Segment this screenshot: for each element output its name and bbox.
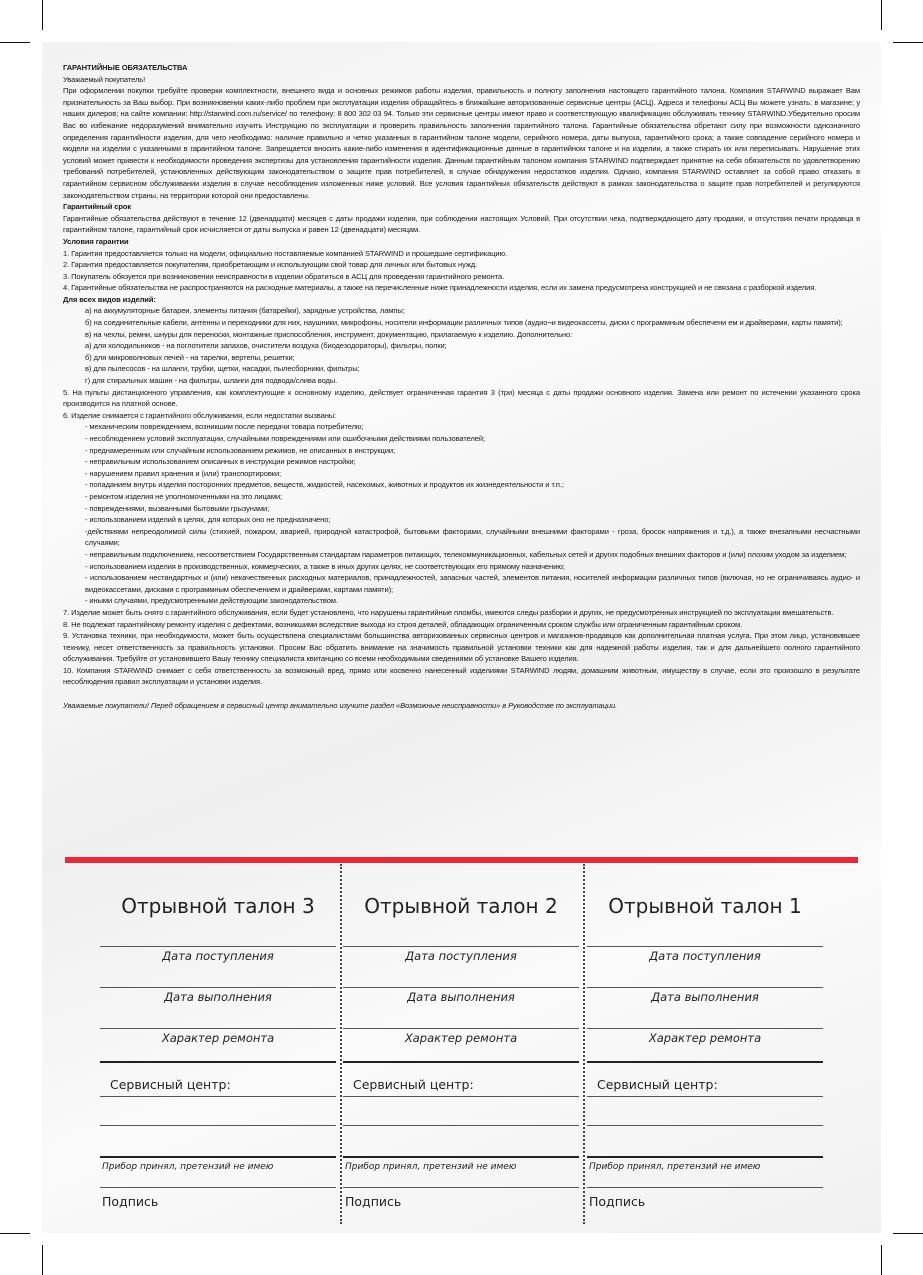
list-item: - использованием нестандартных и (или) некачественных расходных материалов, принадлежностей, запасных частей, элементов питания, носителей информации различных типов (включая, но не ограничиваясь аудио- и видеокассетами, дисками с программным обеспечением и драйверами, картами памяти);	[85, 573, 860, 594]
condition-1: 1. Гарантия предоставляется только на модели, официально поставляемые компанией STARWIND и прошедшие сертификацию.	[63, 248, 508, 258]
field-line	[587, 1096, 823, 1097]
list-item: - повреждениями, вызванными бытовыми грызунами;	[85, 503, 270, 513]
field-line	[343, 946, 579, 947]
field-line	[100, 1028, 336, 1029]
intro-paragraph: При оформлении покупки требуйте проверки комплектности, внешнего вида и основных режимов работы изделия, правильность и полноту заполнения настоящего гарантийного талона. Компания STARWIND выражает Вам признательность за Ваш выбор. При возникновении каких-либо проблем при эксплуатации изделия обращайтесь в ближайшие авторизованные сервисные центры (АСЦ). Адреса и телефоны АСЦ Вы можете узнать: в магазине; у наших дилеров; на сайте компании: http://starwind.com.ru/service/ по телефону: 8 800 302 03 94. Только эти сервисные центры имеют право и соответствующую квалификацию обслуживать технику STARWIND.Убедительно просим Вас во избежание недоразумений внимательно изучить Инструкцию по эксплуатации и проверить правильность заполнения гарантийного талона. Гарантийные обязательства обретают силу при возможности однозначного определения гарантийности изделия, для чего необходимо: наличие правильно и четко указанных в гарантийном талоне модели, серийного номера, даты выпуска, гарантийного срока; а также совпадение серийного номера и модели на изделии с указанными в гарантийном талоне. Запрещается вносить какие-либо изменения в идентификационные данные в гарантийном талоне и на изделии, а также стирать их или переписывать. Нарушение этих условий может привести к необходимости проведения экспертизы для установления гарантийности изделия. Данным гарантийным талоном компания STARWIND подтверждает принятие на себя обязательств по удовлетворению требований потребителей, установленных действующим законодательством о защите прав потребителей, в случае обнаружения недостатков изделия. Однако, компания STARWIND оставляет за собой право отказать в гарантийном сервисном обслуживании изделия в случае несоблюдения изложенных ниже условий. Все условия гарантийных обязательств действуют в рамках законодательства о защите прав потребителей и регулируются законодательством страны, на территории которой они предоставлены.	[63, 86, 860, 200]
crop-mark	[42, 0, 43, 30]
signature-label: Подпись	[345, 1194, 402, 1209]
condition-3: 3. Покупатель обязуется при возникновении неисправности в изделии обратиться в АСЦ для проведения гарантийного ремонта.	[63, 271, 505, 281]
list-item: -действиями непреодолимой силы (стихией, пожаром, аварией, природной катастрофой, бытовыми факторами, случайными внешними факторами - гроза, бросок напряжения и т.д.), а также внезапными несчастными случаями;	[85, 526, 860, 548]
accepted-no-claims-label: Прибор принял, претензий не имею	[589, 1162, 761, 1172]
coupon-title: Отрывной талон 2	[364, 894, 558, 918]
condition-7: 7. Изделие может быть снято с гарантийного обслуживания, если будет установлено, что нарушены гарантийные пломбы, имеются следы разборки и других, не предусмотренных инструкцией по эксплуатации вмешательств.	[63, 607, 834, 617]
list-item: б) на соединительные кабели, антенны и переходники для них, наушники, микрофоны, носители информации различных типов (аудио¬и видеокассеты, диски с программным обеспечени ем и драйверами, карты памяти);	[85, 318, 843, 328]
crop-mark	[0, 1233, 30, 1234]
period-text: Гарантийные обязательства действуют в течение 12 (двенадцати) месяцев с даты продажи изделия, при соблюдении настоящих Условий. При отсутствии чека, подтверждающего дату продажи, и отсутствия печати продавца в гарантийном талоне, гарантийный срок исчисляется от даты выпуска и равен 12 (двенадцати) месяцам.	[63, 213, 860, 235]
list-item: - ремонтом изделия не уполномоченными на это лицами;	[85, 491, 283, 501]
crop-mark	[881, 0, 882, 30]
notice: Уважаемые покупатели! Перед обращением в сервисный центр внимательно изучите раздел «Возможные неисправности» в Руководстве по эксплуатации.	[63, 700, 618, 710]
field-line	[100, 1061, 336, 1063]
list-item: г) для стиральных машин - на фильтры, шланги для подвода/слива воды.	[85, 376, 338, 386]
list-item: в) на чехлы, ремни, шнуры для переноски, монтажные приспособления, инструмент, документацию, прилагаемую к изделию. Дополнительно:	[85, 329, 573, 339]
date-received-label: Дата поступления	[162, 949, 274, 963]
all-products-heading: Для всех видов изделий:	[63, 294, 156, 304]
signature-label: Подпись	[589, 1194, 646, 1209]
date-completed-label: Дата выполнения	[407, 990, 515, 1004]
field-line	[587, 1156, 823, 1158]
field-line	[587, 1187, 823, 1188]
list-item: - несоблюдением условий эксплуатации, случайными повреждениями или ошибочными действиями пользователей;	[85, 434, 485, 443]
field-line	[100, 1156, 336, 1158]
field-line	[343, 1125, 579, 1126]
condition-6: 6. Изделие снимается с гарантийного обслуживания, если недостатки вызваны:	[63, 410, 337, 420]
repair-type-label: Характер ремонта	[404, 1031, 518, 1045]
tear-line-red	[65, 857, 858, 863]
crop-mark	[881, 1245, 882, 1275]
date-received-label: Дата поступления	[405, 949, 517, 963]
date-completed-label: Дата выполнения	[164, 990, 272, 1004]
accepted-no-claims-label: Прибор принял, претензий не имею	[102, 1162, 274, 1172]
list-item: - нарушением правил хранения и (или) транспортировки;	[85, 468, 282, 478]
warranty-title: ГАРАНТИЙНЫЕ ОБЯЗАТЕЛЬСТВА	[63, 63, 188, 72]
field-line	[100, 1096, 336, 1097]
tear-off-coupon	[587, 864, 823, 1224]
date-completed-label: Дата выполнения	[651, 990, 759, 1004]
list-item: б) для микроволновых печей - на тарелки, вертелы, решетки;	[85, 352, 295, 362]
list-item: а) для холодильников - на поглотители запахов, очистители воздуха (биодезодораторы), фильтры, полки;	[85, 341, 447, 351]
list-item: - иными случаями, предусмотренными действующим законодательством.	[85, 596, 338, 606]
field-line	[100, 987, 336, 988]
field-line	[587, 946, 823, 947]
field-line	[343, 1061, 579, 1063]
conditions-heading: Условия гарантии	[63, 236, 129, 246]
perforation-line	[583, 864, 585, 1224]
signature-label: Подпись	[102, 1194, 159, 1209]
tear-off-coupon	[100, 864, 336, 1224]
list-item: - попаданием внутрь изделия посторонних предметов, веществ, жидкостей, насекомых, животных и продуктов их жизнедеятельности и т.п.;	[85, 480, 564, 490]
list-item: - использованием изделия в производственных, коммерческих, а также в иных других целях, не соответствующих его прямому назначению;	[85, 561, 565, 571]
field-line	[100, 1187, 336, 1188]
list-item: а) на аккумуляторные батареи, элементы питания (батарейки), зарядные устройства, лампы;	[85, 306, 405, 316]
field-line	[343, 1187, 579, 1188]
condition-5: 5. На пульты дистанционного управления, как комплектующие к основному изделию, действует ограниченная гарантия 3 (три) месяца с даты продажи основного изделия. Замена или ремонт по истечении указанного срока производится на платной основе.	[63, 387, 860, 409]
condition-10: 10. Компания STARWIND снимает с себя ответственность за возможный вред, прямо или косвенно нанесенный изделиями STARWIND людям, домашним животным, имуществу в случае, если это произошло в результате несоблюдения правил эксплуатации и установки изделия.	[63, 665, 860, 687]
date-received-label: Дата поступления	[649, 949, 761, 963]
greeting: Уважаемый покупатель!	[63, 74, 146, 84]
crop-mark	[893, 42, 923, 43]
coupon-title: Отрывной талон 3	[121, 894, 315, 918]
coupon-title: Отрывной талон 1	[608, 894, 802, 918]
field-line	[343, 987, 579, 988]
repair-type-label: Характер ремонта	[161, 1031, 275, 1045]
condition-4: 4. Гарантийные обязательства не распространяются на расходные материалы, а также на перечисленные ниже принадлежности изделия, если их замена предусмотрена конструкцией и не связана с разборкой изделия.	[63, 283, 817, 293]
field-line	[587, 1125, 823, 1126]
field-line	[587, 1028, 823, 1029]
list-item: - неправильным подключением, несоответствием Государственным стандартам параметров питающих, телекоммуникационных, кабельных сетей и других подобных внешних факторов и (или) плохим уходом за изделием;	[85, 549, 847, 559]
crop-mark	[893, 1233, 923, 1234]
field-line	[100, 946, 336, 947]
list-item: - использованием изделий в целях, для которых оно не предназначено;	[85, 515, 331, 525]
perforation-line	[340, 864, 342, 1224]
field-line	[587, 1061, 823, 1063]
field-line	[587, 987, 823, 988]
condition-8: 8. Не подлежат гарантийному ремонту изделия с дефектами, возникшими вследствие выхода из строя деталей, обладающих ограниченным сроком службы или ограниченным гарантийным сроком.	[63, 619, 743, 629]
list-item: в) для пылесосов - на шланги, трубки, щетки, насадки, пылесборники, фильтры;	[85, 364, 360, 374]
list-item: - механическим повреждением, возникшим после передачи товара потребителю;	[85, 422, 364, 432]
condition-9: 9. Установка техники, при необходимости, может быть осуществлена специалистами большинства авторизованных сервисных центров и магазинов-продавцов как дополнительная платная услуга. При этом лицо, установившее технику, несет ответственность за правильность установки. Просим Вас обратить внимание на значимость правильной установки техники как для надежной работы изделия, так и для дальнейшего полного гарантийного обслуживания. Требуйте от установившего Вашу технику специалиста квитанцию со всеми необходимыми сведениями об установке Вашего изделия.	[63, 631, 860, 664]
service-center-label: Сервисный центр:	[110, 1077, 231, 1092]
warranty-text	[63, 62, 860, 711]
field-line	[343, 1156, 579, 1158]
crop-mark	[0, 42, 30, 43]
crop-mark	[42, 1245, 43, 1275]
field-line	[343, 1096, 579, 1097]
tear-off-coupon	[343, 864, 579, 1224]
period-heading: Гарантийный срок	[63, 202, 132, 212]
field-line	[343, 1028, 579, 1029]
list-item: - неправильным использованием описанных в инструкции режимов настройки;	[85, 457, 356, 467]
field-line	[100, 1125, 336, 1126]
list-item: - преднамеренным или случайным использованием режимов, не описанных в инструкции;	[85, 445, 396, 455]
warranty-page	[42, 42, 881, 1233]
condition-2: 2. Гарантия предоставляется покупателям, приобретающим и использующим свой товар для личных или бытовых нужд.	[63, 260, 478, 270]
accepted-no-claims-label: Прибор принял, претензий не имею	[345, 1162, 517, 1172]
service-center-label: Сервисный центр:	[597, 1077, 718, 1092]
repair-type-label: Характер ремонта	[648, 1031, 762, 1045]
service-center-label: Сервисный центр:	[353, 1077, 474, 1092]
